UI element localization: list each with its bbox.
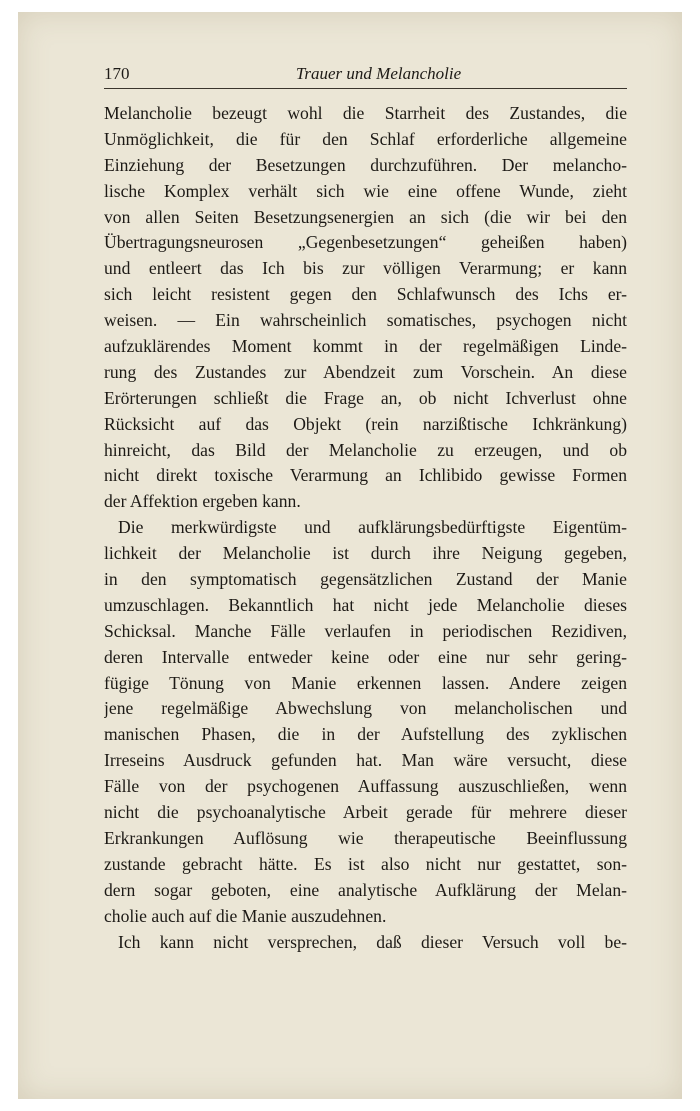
text-line: Ich kann nicht versprechen, daß dieser Versuch voll be- [118,931,627,952]
text-line: manischen Phasen, die in der Aufstellung des zyklischen [104,724,627,745]
text-line: und entleert das Ich bis zur völligen Verarmung; er kann [104,258,627,279]
text-line: Einziehung der Besetzungen durchzuführen. Der melancho- [104,154,627,175]
text-line: Unmöglichkeit, die für den Schlaf erforderliche allgemeine [104,128,627,149]
text-line: rung des Zustandes zur Abendzeit zum Vorschein. An diese [104,361,627,382]
running-title: Trauer und Melancholie [295,64,462,83]
text-line: Irreseins Ausdruck gefunden hat. Man wäre versucht, diese [104,750,627,771]
text-line: nicht die psychoanalytische Arbeit gerade für mehrere dieser [104,802,627,823]
text-line: Die merkwürdigste und aufklärungsbedürftigste Eigentüm- [118,517,627,538]
text-line: sich leicht resistent gegen den Schlafwunsch des Ichs er- [104,284,627,305]
text-line: cholie auch auf die Manie auszudehnen. [104,905,387,926]
page-number: 170 [104,64,130,83]
paragraph [104,515,627,929]
running-head [104,62,627,89]
text-line: weisen. — Ein wahrscheinlich somatisches, psychogen nicht [104,310,627,331]
text-line: Fälle von der psychogenen Auffassung auszuschließen, wenn [104,776,627,797]
text-line: aufzuklärendes Moment kommt in der regelmäßigen Linde- [104,336,627,357]
text-line: Schicksal. Manche Fälle verlaufen in periodischen Rezidiven, [104,620,627,641]
text-line: zustande gebracht hätte. Es ist also nicht nur gestattet, son- [104,853,627,874]
text-line: Rücksicht auf das Objekt (rein narzißtische Ichkränkung) [104,413,627,434]
text-line: dern sogar geboten, eine analytische Aufklärung der Melan- [104,879,627,900]
text-line: Erörterungen schließt die Frage an, ob nicht Ichverlust ohne [104,387,627,408]
text-line: nicht direkt toxische Verarmung an Ichlibido gewisse Formen [104,465,627,486]
book-page [104,62,627,955]
text-line: fügige Tönung von Manie erkennen lassen. Andere zeigen [104,672,627,693]
text-line: Erkrankungen Auflösung wie therapeutische Beeinflussung [104,827,627,848]
text-line: Melancholie bezeugt wohl die Starrheit des Zustandes, die [104,103,627,123]
text-line: Übertragungsneurosen „Gegenbesetzungen“ geheißen haben) [104,232,627,253]
text-line: von allen Seiten Besetzungsenergien an sich (die wir bei den [104,206,627,227]
paragraph [104,930,627,956]
text-line: jene regelmäßige Abwechslung von melancholischen und [104,698,627,719]
text-line: lische Komplex verhält sich wie eine offene Wunde, zieht [104,180,627,201]
text-line: der Affektion ergeben kann. [104,491,301,512]
text-line: deren Intervalle entweder keine oder eine nur sehr gering- [104,646,627,667]
text-line: in den symptomatisch gegensätzlichen Zustand der Manie [104,569,627,590]
text-line: hinreicht, das Bild der Melancholie zu erzeugen, und ob [104,439,627,460]
body-text [104,101,627,955]
text-line: lichkeit der Melancholie ist durch ihre Neigung gegeben, [104,543,627,564]
paragraph [104,101,627,515]
text-line: umzuschlagen. Bekanntlich hat nicht jede Melancholie dieses [104,594,627,615]
